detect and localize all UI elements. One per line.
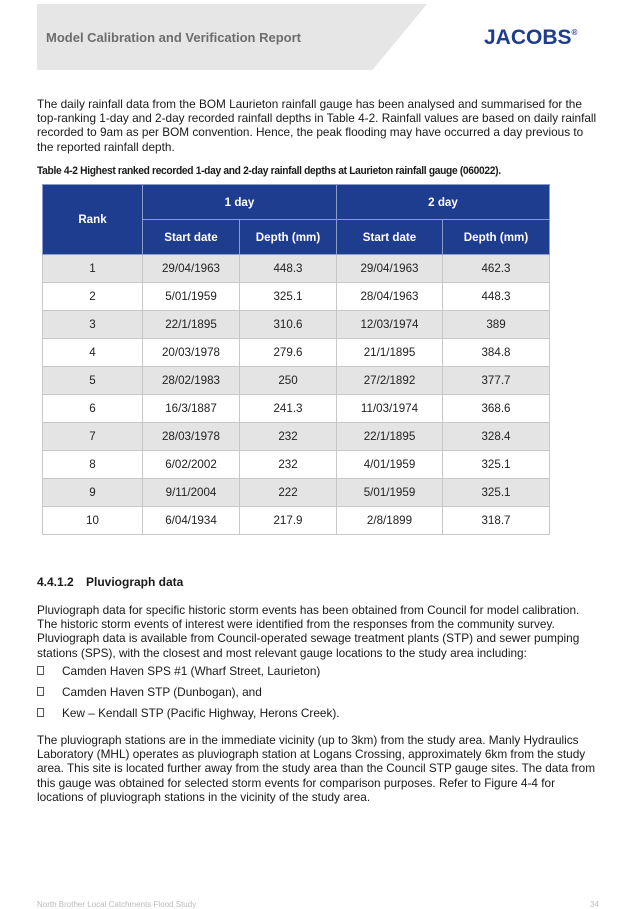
two-day-start-date-cell: 21/1/1895 xyxy=(337,339,443,367)
rainfall-table xyxy=(42,184,550,535)
rank-header: Rank xyxy=(43,185,143,255)
one-day-depth-header: Depth (mm) xyxy=(240,220,337,255)
one-day-start-date-cell: 6/04/1934 xyxy=(143,507,240,535)
two-day-depth-cell: 325.1 xyxy=(443,451,550,479)
list-item-text: Kew – Kendall STP (Pacific Highway, Herons Creek). xyxy=(62,706,340,720)
table-row xyxy=(43,507,550,535)
two-day-depth-cell: 448.3 xyxy=(443,283,550,311)
two-day-start-date-cell: 12/03/1974 xyxy=(337,311,443,339)
two-day-depth-cell: 462.3 xyxy=(443,255,550,283)
jacobs-logo xyxy=(484,26,577,50)
table-row xyxy=(43,479,550,507)
table-row xyxy=(43,255,550,283)
list-item xyxy=(37,706,597,727)
table-row xyxy=(43,339,550,367)
one-day-depth-cell: 250 xyxy=(240,367,337,395)
rank-cell: 9 xyxy=(43,479,143,507)
one-day-start-date-cell: 28/02/1983 xyxy=(143,367,240,395)
one-day-depth-cell: 310.6 xyxy=(240,311,337,339)
two-day-start-date-cell: 28/04/1963 xyxy=(337,283,443,311)
one-day-start-date-cell: 28/03/1978 xyxy=(143,423,240,451)
one-day-start-date-header: Start date xyxy=(143,220,240,255)
bullet-box-icon xyxy=(37,687,44,696)
one-day-start-date-cell: 9/11/2004 xyxy=(143,479,240,507)
two-day-start-date-cell: 22/1/1895 xyxy=(337,423,443,451)
section-heading xyxy=(37,575,183,589)
one-day-start-date-cell: 16/3/1887 xyxy=(143,395,240,423)
page-number: 34 xyxy=(590,900,599,909)
table-row xyxy=(43,395,550,423)
two-day-start-date-cell: 4/01/1959 xyxy=(337,451,443,479)
table-row xyxy=(43,311,550,339)
one-day-depth-cell: 241.3 xyxy=(240,395,337,423)
rank-cell: 4 xyxy=(43,339,143,367)
table-header-row xyxy=(43,185,550,220)
table-row xyxy=(43,423,550,451)
table-row xyxy=(43,367,550,395)
rank-cell: 1 xyxy=(43,255,143,283)
two-day-header: 2 day xyxy=(337,185,550,220)
table-row xyxy=(43,283,550,311)
two-day-start-date-cell: 29/04/1963 xyxy=(337,255,443,283)
intro-paragraph: The daily rainfall data from the BOM Laurieton rainfall gauge has been analysed and summarised for the top-ranking 1-day and 2-day recorded rainfall depths in Table 4-2. Rainfall values are based on daily rainfall recorded to 9am as per BOM convention. Hence, the peak flooding may have occurred a day previous to the reported rainfall depth. xyxy=(37,97,597,154)
table-caption: Table 4-2 Highest ranked recorded 1-day and 2-day rainfall depths at Laurieton rainfall gauge (060022). xyxy=(37,165,501,177)
one-day-depth-cell: 448.3 xyxy=(240,255,337,283)
pluviograph-paragraph: Pluviograph data for specific historic storm events has been obtained from Council for model calibration. The historic storm events of interest were identified from the responses from the community survey. Pluviograph data is available from Council-operated sewage treatment plants (STP) and sewer pumping stations (SPS), with the closest and most relevant gauge locations to the study area including: xyxy=(37,603,580,660)
bullet-box-icon xyxy=(37,708,44,717)
one-day-depth-cell: 232 xyxy=(240,423,337,451)
list-item xyxy=(37,664,597,685)
rank-cell: 7 xyxy=(43,423,143,451)
list-item-text: Camden Haven SPS #1 (Wharf Street, Laurieton) xyxy=(62,664,321,678)
two-day-start-date-cell: 11/03/1974 xyxy=(337,395,443,423)
section-title: Pluviograph data xyxy=(86,575,184,589)
bullet-box-icon xyxy=(37,666,44,675)
two-day-depth-cell: 384.8 xyxy=(443,339,550,367)
one-day-start-date-cell: 22/1/1895 xyxy=(143,311,240,339)
two-day-depth-cell: 318.7 xyxy=(443,507,550,535)
rank-cell: 3 xyxy=(43,311,143,339)
two-day-depth-cell: 368.6 xyxy=(443,395,550,423)
two-day-depth-cell: 328.4 xyxy=(443,423,550,451)
logo-text: JACOBS xyxy=(484,26,572,49)
one-day-depth-cell: 232 xyxy=(240,451,337,479)
two-day-start-date-cell: 2/8/1899 xyxy=(337,507,443,535)
one-day-depth-cell: 325.1 xyxy=(240,283,337,311)
one-day-depth-cell: 217.9 xyxy=(240,507,337,535)
list-item-text: Camden Haven STP (Dunbogan), and xyxy=(62,685,262,699)
report-title: Model Calibration and Verification Report xyxy=(46,30,301,45)
rank-cell: 6 xyxy=(43,395,143,423)
table-row xyxy=(43,451,550,479)
closing-paragraph: The pluviograph stations are in the immediate vicinity (up to 3km) from the study area. Manly Hydraulics Laboratory (MHL) operates as pluviograph station at Logans Crossing, approximately 6km from the study area. This site is located further away from the study area than the Council STP gauge sites. The data from this gauge was obtained for selected storm events for comparison purposes. Refer to Figure 4-4 for locations of pluviograph stations in the vicinity of the study area. xyxy=(37,733,596,804)
footer-left: North Brother Local Catchments Flood Study xyxy=(37,900,197,909)
rank-cell: 5 xyxy=(43,367,143,395)
registered-mark-icon: ® xyxy=(571,28,578,37)
two-day-depth-header: Depth (mm) xyxy=(443,220,550,255)
one-day-start-date-cell: 29/04/1963 xyxy=(143,255,240,283)
rank-cell: 8 xyxy=(43,451,143,479)
two-day-start-date-cell: 5/01/1959 xyxy=(337,479,443,507)
two-day-depth-cell: 377.7 xyxy=(443,367,550,395)
one-day-header: 1 day xyxy=(143,185,337,220)
rank-cell: 2 xyxy=(43,283,143,311)
section-number: 4.4.1.2 xyxy=(37,575,74,589)
two-day-start-date-header: Start date xyxy=(337,220,443,255)
rank-cell: 10 xyxy=(43,507,143,535)
two-day-depth-cell: 325.1 xyxy=(443,479,550,507)
one-day-start-date-cell: 20/03/1978 xyxy=(143,339,240,367)
gauge-location-list xyxy=(37,664,597,727)
two-day-start-date-cell: 27/2/1892 xyxy=(337,367,443,395)
one-day-depth-cell: 222 xyxy=(240,479,337,507)
table-body xyxy=(43,255,550,535)
two-day-depth-cell: 389 xyxy=(443,311,550,339)
one-day-start-date-cell: 5/01/1959 xyxy=(143,283,240,311)
one-day-start-date-cell: 6/02/2002 xyxy=(143,451,240,479)
list-item xyxy=(37,685,597,706)
one-day-depth-cell: 279.6 xyxy=(240,339,337,367)
